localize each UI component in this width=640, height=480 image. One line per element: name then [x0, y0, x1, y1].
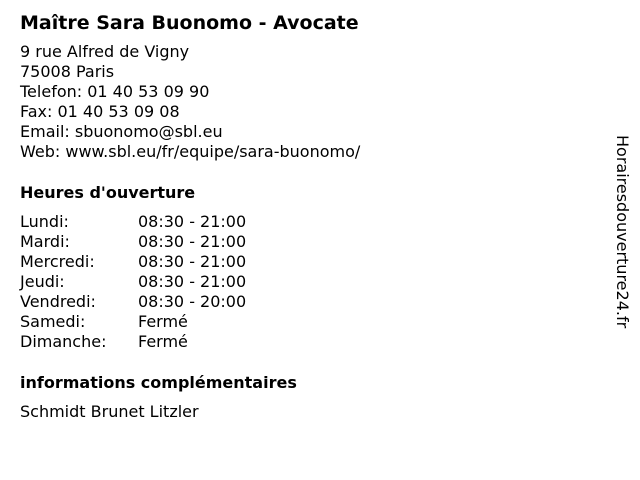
hours-day: Lundi:: [20, 212, 69, 231]
address-block: [20, 42, 600, 162]
hours-row-jeudi: [20, 272, 600, 292]
site-watermark-label: Horairesdouverture24.fr: [613, 135, 632, 329]
hours-time: 08:30 - 21:00: [138, 252, 247, 271]
email-address: Email: sbuonomo@sbl.eu: [20, 122, 223, 141]
hours-day: Mardi:: [20, 232, 70, 251]
info-text: Schmidt Brunet Litzler: [20, 402, 199, 421]
hours-time: 08:30 - 21:00: [138, 212, 247, 231]
hours-day: Dimanche:: [20, 332, 107, 351]
hours-row-dimanche: [20, 332, 600, 352]
hours-day: Samedi:: [20, 312, 86, 331]
hours-row-mercredi: [20, 252, 600, 272]
hours-row-lundi: [20, 212, 600, 232]
hours-table: [20, 212, 600, 352]
hours-day: Jeudi:: [20, 272, 65, 291]
hours-day: Vendredi:: [20, 292, 96, 311]
hours-time: Fermé: [138, 312, 188, 331]
business-card: [20, 10, 600, 422]
website-url: Web: www.sbl.eu/fr/equipe/sara-buonomo/: [20, 142, 361, 161]
hours-time: 08:30 - 21:00: [138, 272, 247, 291]
address-city: 75008 Paris: [20, 62, 115, 81]
hours-day: Mercredi:: [20, 252, 95, 271]
hours-time: 08:30 - 20:00: [138, 292, 247, 311]
hours-row-mardi: [20, 232, 600, 252]
hours-row-vendredi: [20, 292, 600, 312]
business-title: Maître Sara Buonomo - Avocate: [20, 12, 359, 34]
fax-number: Fax: 01 40 53 09 08: [20, 102, 180, 121]
hours-row-samedi: [20, 312, 600, 332]
hours-heading: Heures d'ouverture: [20, 183, 196, 202]
hours-time: 08:30 - 21:00: [138, 232, 247, 251]
phone-number: Telefon: 01 40 53 09 90: [20, 82, 210, 101]
hours-time: Fermé: [138, 332, 188, 351]
info-heading: informations complémentaires: [20, 373, 297, 392]
address-street: 9 rue Alfred de Vigny: [20, 42, 190, 61]
